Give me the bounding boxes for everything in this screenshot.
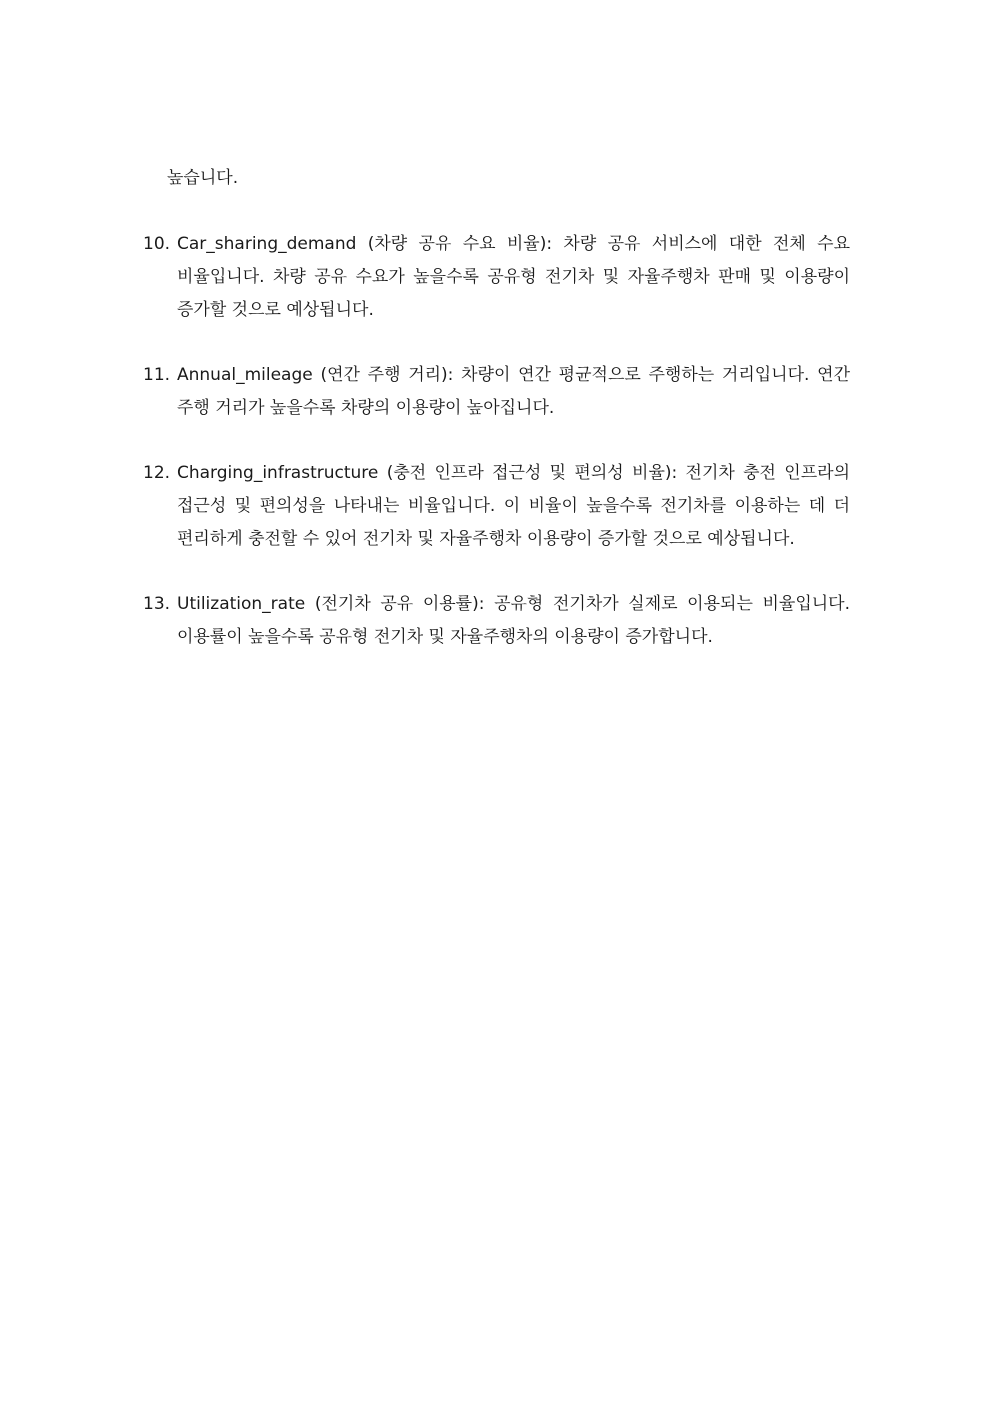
- item-number: 10.: [143, 234, 171, 254]
- item-text: Car_sharing_demand (차량 공유 수요 비율): 차량 공유 서비스에 대한 전체 수요 비율입니다. 차량 공유 수요가 높을수록 공유형 전기차 및 자율주행차 판매 및 이용량이 증가할 것으로 예상됩니다.: [177, 234, 850, 320]
- continuation-text: 높습니다.: [167, 168, 239, 188]
- item-number: 13.: [143, 594, 171, 614]
- item-text: Charging_infrastructure (충전 인프라 접근성 및 편의성 비율): 전기차 충전 인프라의 접근성 및 편의성을 나타내는 비율입니다. 이 비율이 높을수록 전기차를 이용하는 데 더 편리하게 충전할 수 있어 전기차 및 자율주행차 이용량이 증가할 것으로 예상됩니다.: [177, 463, 850, 549]
- definition-list: [0, 228, 992, 686]
- list-item-13: [0, 588, 992, 654]
- list-item-11: [0, 359, 992, 425]
- list-item-12: [0, 457, 992, 556]
- item-number: 11.: [143, 365, 171, 385]
- item-text: Annual_mileage (연간 주행 거리): 차량이 연간 평균적으로 주행하는 거리입니다. 연간 주행 거리가 높을수록 차량의 이용량이 높아집니다.: [177, 365, 850, 418]
- item-number: 12.: [143, 463, 171, 483]
- item-text: Utilization_rate (전기차 공유 이용률): 공유형 전기차가 실제로 이용되는 비율입니다. 이용률이 높을수록 공유형 전기차 및 자율주행차의 이용량이 증가합니다.: [177, 594, 850, 647]
- list-item-10: [0, 228, 992, 327]
